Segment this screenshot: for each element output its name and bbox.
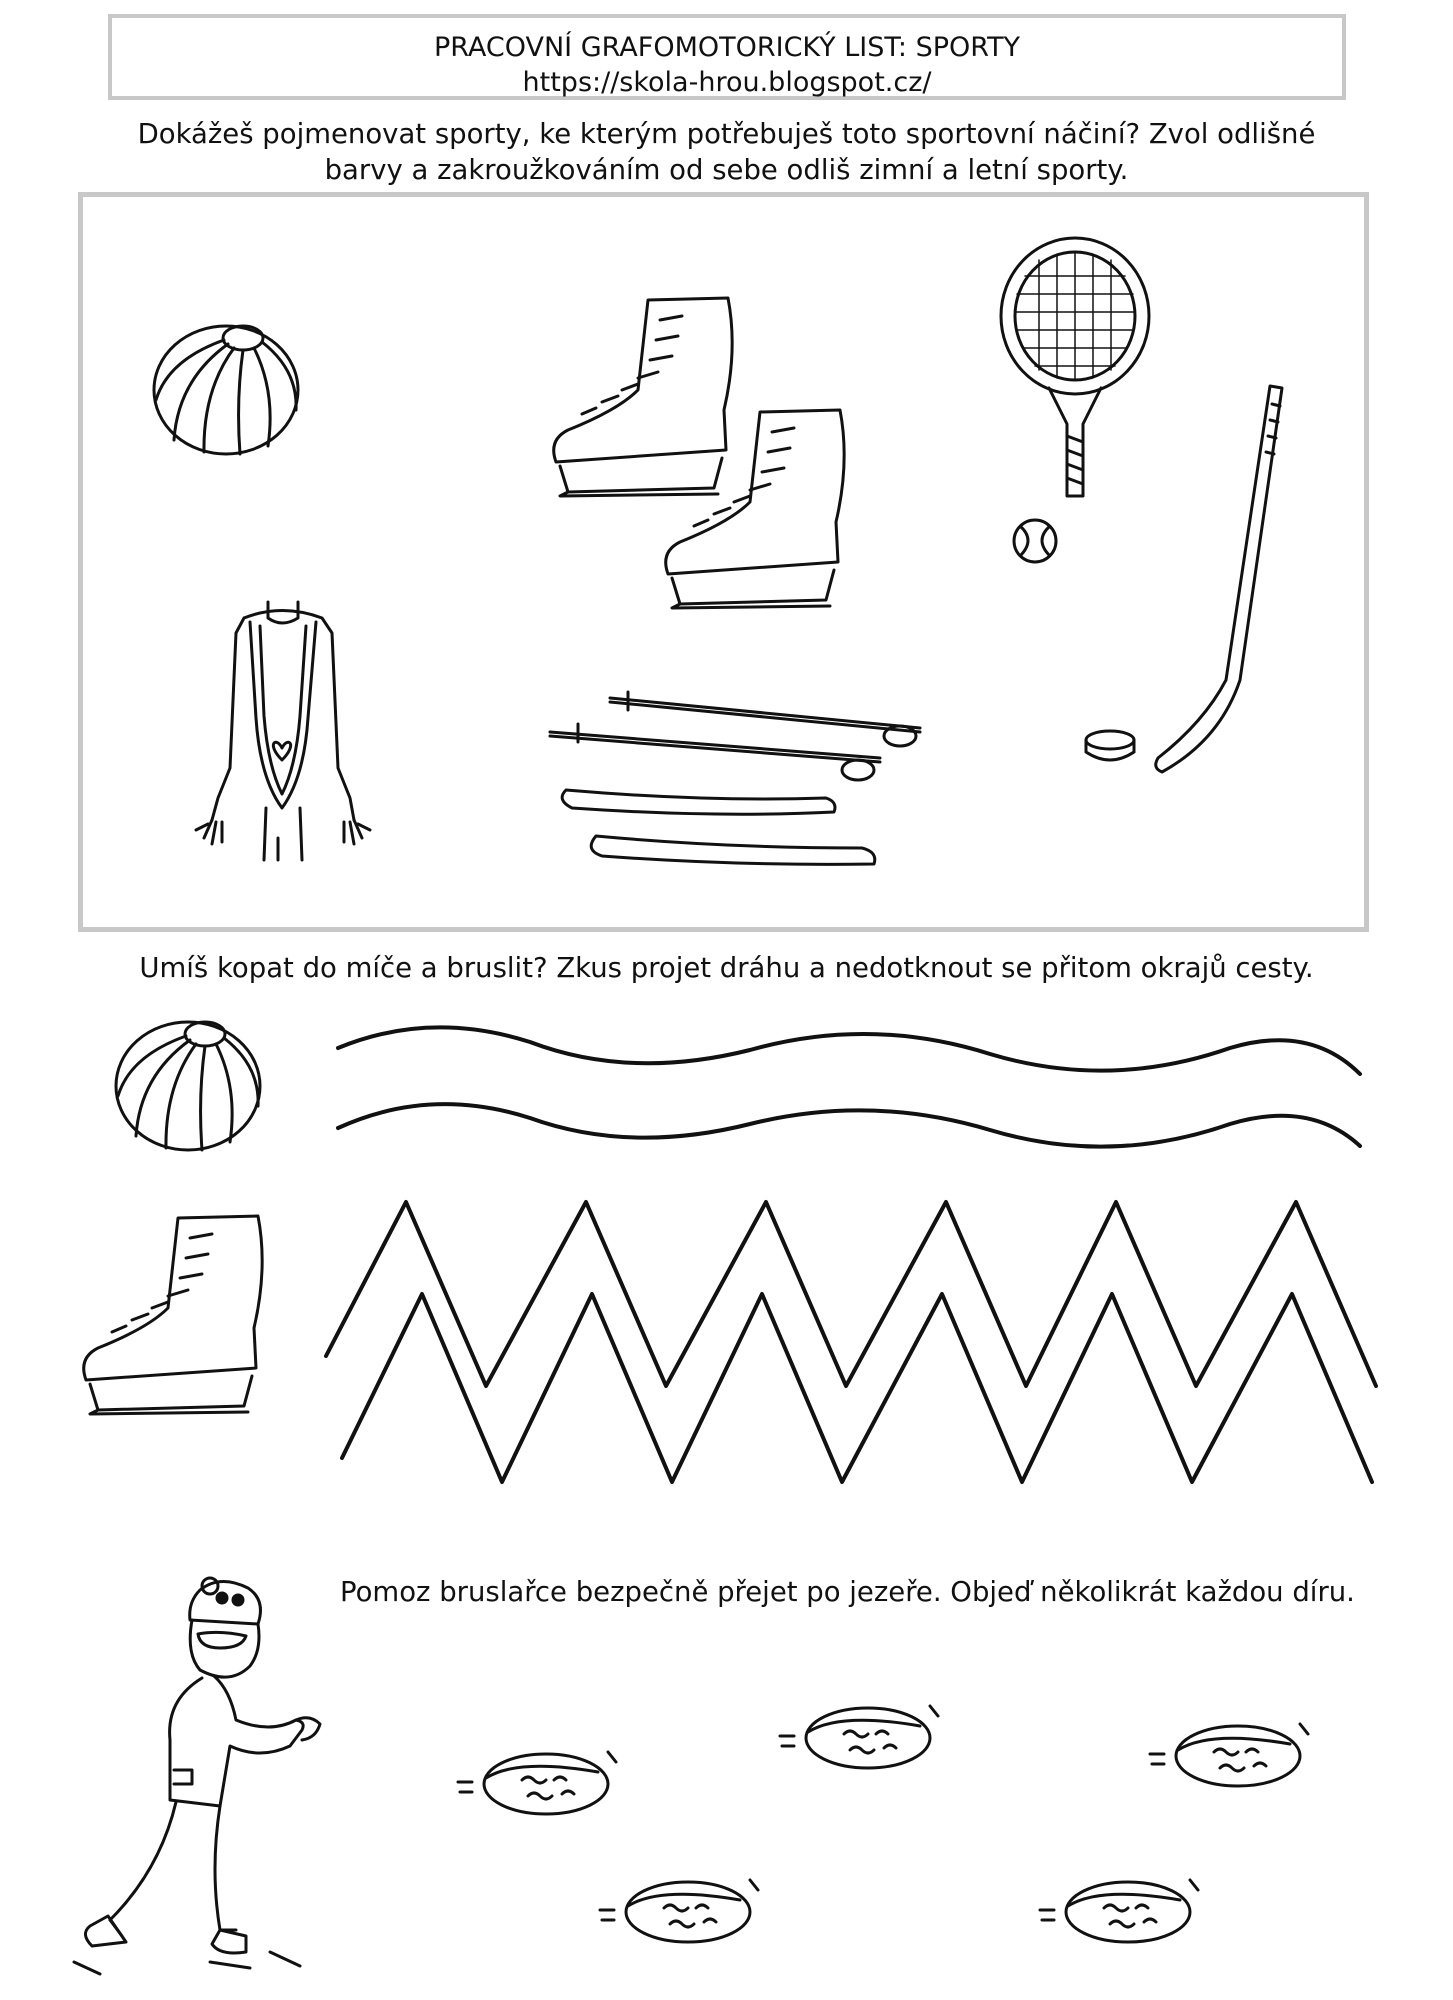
wavy-track — [330, 1020, 1370, 1160]
hockey-puck-icon — [1082, 728, 1138, 766]
ice-hole-icon — [1040, 1860, 1200, 1960]
hockey-stick-icon — [1150, 380, 1290, 780]
task1-line1: Dokážeš pojmenovat sporty, ke kterým potřebuješ toto sportovní náčiní? Zvol odlišné — [137, 118, 1316, 150]
task1-instructions — [0, 116, 1453, 188]
skater-girl-icon — [70, 1570, 340, 1990]
worksheet-header — [108, 14, 1346, 100]
task1-line2: barvy a zakroužkováním od sebe odliš zimní a letní sporty. — [324, 154, 1129, 186]
zigzag-track — [326, 1190, 1380, 1490]
ice-hole-icon — [780, 1686, 940, 1786]
beach-ball-icon — [110, 1015, 270, 1157]
task2-instructions: Umíš kopat do míče a bruslit? Zkus projet dráhu a nedotknout se přitom okrajů cesty. — [139, 952, 1314, 984]
ice-hole-icon — [1150, 1704, 1310, 1804]
beach-ball-icon — [148, 320, 308, 460]
task3-instructions: Pomoz bruslařce bezpečně přejet po jezeře. Objeď několikrát každou díru. — [340, 1576, 1355, 1608]
ice-hole-icon — [458, 1732, 618, 1832]
ice-skate-icon — [68, 1208, 278, 1418]
worksheet-url: https://skola-hrou.blogspot.cz/ — [522, 67, 932, 98]
skis-icon — [556, 780, 876, 900]
worksheet-title: PRACOVNÍ GRAFOMOTORICKÝ LIST: SPORTY — [433, 32, 1021, 63]
ice-hole-icon — [600, 1860, 760, 1960]
tennis-racket-icon — [995, 236, 1165, 506]
ice-skate-icon — [650, 402, 860, 612]
swimsuit-icon — [182, 598, 382, 860]
tennis-ball-icon — [1010, 516, 1060, 566]
